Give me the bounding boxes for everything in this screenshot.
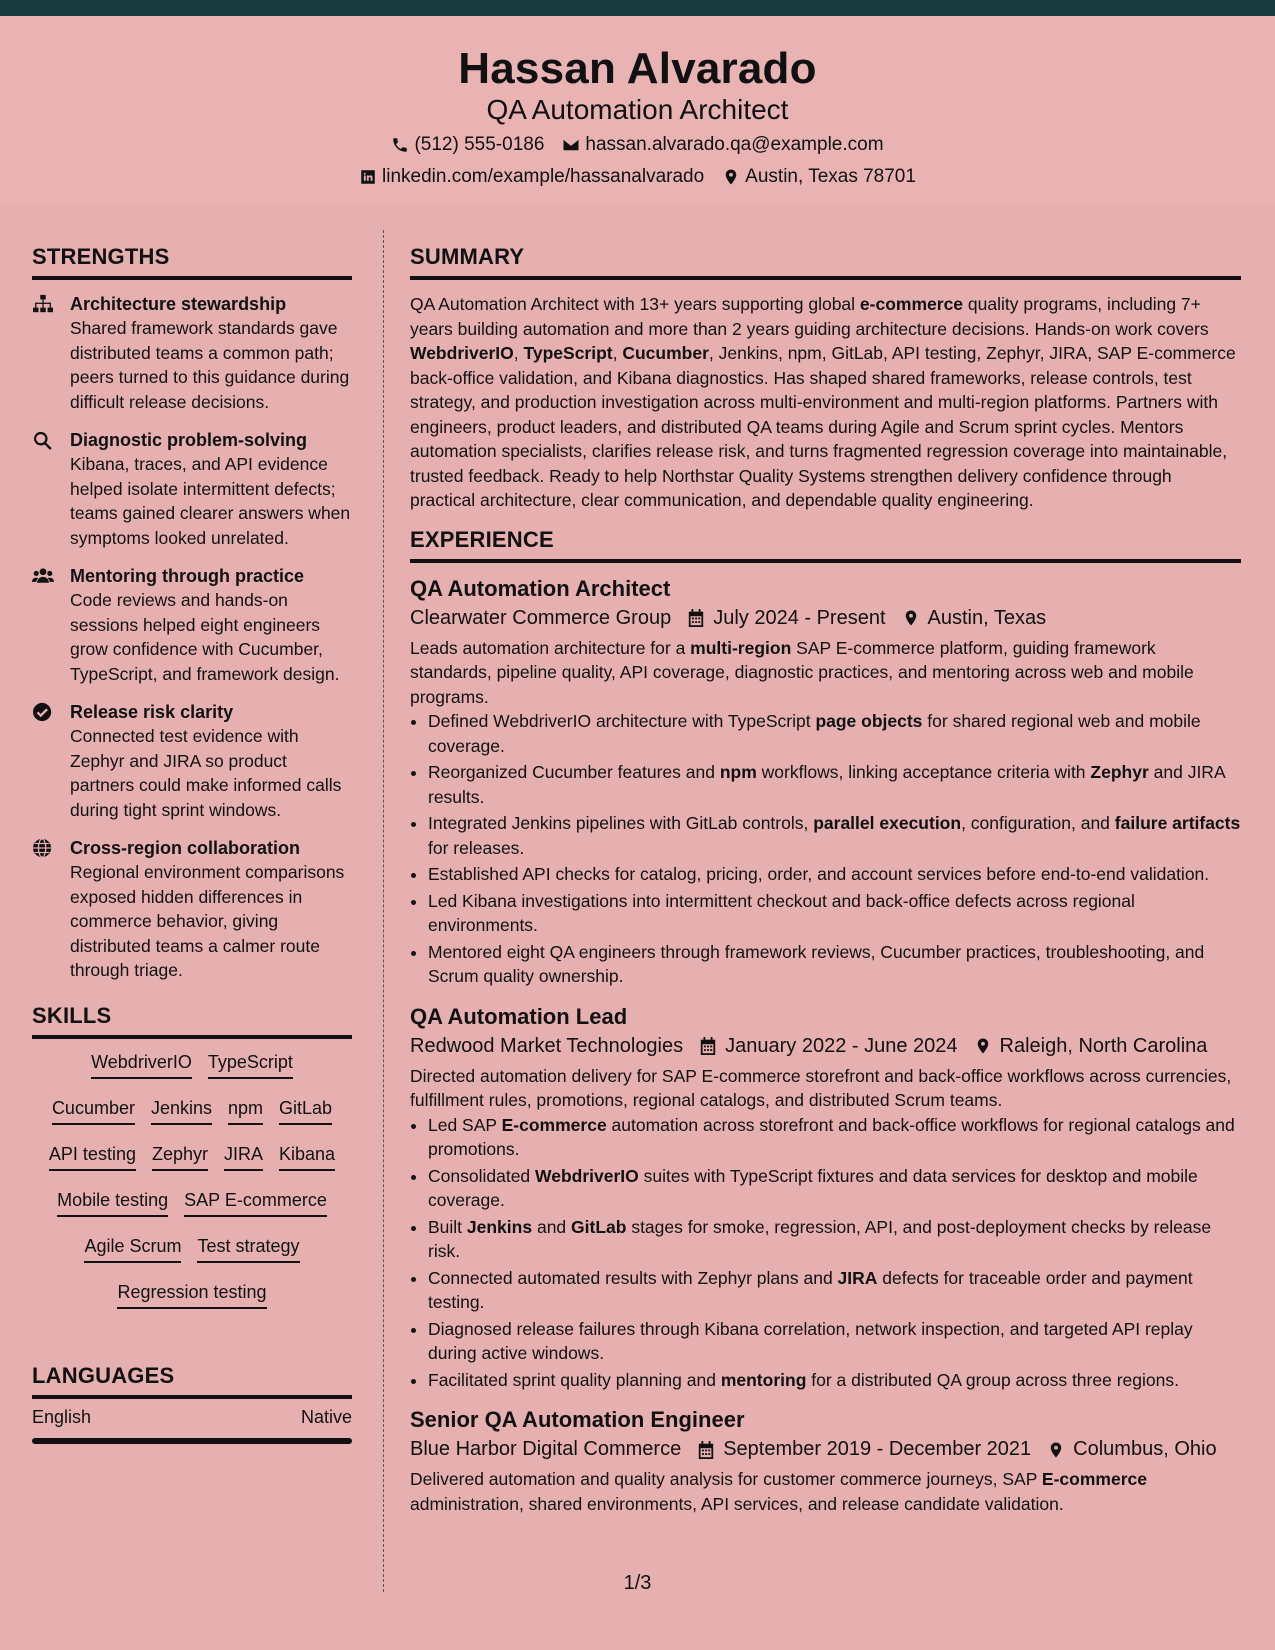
job-bullet	[428, 889, 1241, 938]
text-run: Established API checks for catalog, pricing, order, and account services before end-to-end validation.	[428, 864, 1210, 884]
experience-list	[410, 575, 1241, 1517]
text-run: Led SAP	[428, 1114, 502, 1135]
skill-tag: Zephyr	[152, 1143, 208, 1171]
text-run: for shared regional web and mobile coverage.	[428, 711, 1201, 756]
job-bullet	[428, 1164, 1241, 1213]
bold-text: GitLab	[571, 1216, 627, 1237]
strength-title: Mentoring through practice	[70, 566, 304, 586]
bold-text: E-commerce	[1041, 1469, 1147, 1489]
skill-tag: Mobile testing	[57, 1189, 168, 1217]
job-entry	[410, 1003, 1241, 1393]
skill-tag: SAP E-commerce	[184, 1189, 327, 1217]
bold-text: multi-region	[690, 637, 792, 658]
text-run: Consolidated	[428, 1165, 536, 1186]
text-run: Facilitated sprint quality planning and	[428, 1369, 721, 1390]
job-location	[1047, 1438, 1216, 1461]
job-dates	[687, 607, 885, 630]
strength-desc: Kibana, traces, and API evidence helped isolate intermittent defects; teams gained clearer answers when symptoms looked unrelated.	[70, 454, 351, 548]
skills-row	[32, 1097, 352, 1143]
bold-text: Cucumber	[622, 343, 709, 363]
job-dates-text: September 2019 - December 2021	[723, 1438, 1032, 1460]
text-run: , Jenkins, npm, GitLab, API testing, Zephyr, JIRA, SAP E-commerce back-office validation, and Kibana diagnostics. Has shaped shared frameworks, release controls, test strategy, and production investigation across multi-environment and multi-region platforms. Partners with engineers, product leaders, and distributed QA teams during Agile and Scrum sprint cycles. Mentors automation specialists, clarifies release risk, and turns fragmented regression coverage into maintainable, trusted feedback. Ready to help Northstar Quality Systems strengthen delivery confidence through practical architecture, clear communication, and dependable quality engineering.	[410, 343, 1236, 510]
job-dates-text: July 2024 - Present	[713, 606, 886, 629]
text-run: Integrated Jenkins pipelines with GitLab controls,	[428, 813, 814, 833]
phone-text: (512) 555-0186	[414, 134, 545, 155]
text-run: for releases.	[428, 837, 525, 858]
location-text: Austin, Texas 78701	[745, 166, 916, 187]
job-description	[410, 1467, 1241, 1516]
page-number: 1/3	[623, 1572, 652, 1594]
text-run: Led Kibana investigations into intermittent checkout and back-office defects across regional environments.	[428, 890, 1135, 935]
skill-tag: TypeScript	[208, 1051, 293, 1079]
strength-item	[32, 292, 352, 414]
strength-item	[32, 836, 352, 983]
search-icon	[32, 430, 54, 450]
text-run: Reorganized Cucumber features and	[428, 762, 720, 782]
skills-list	[32, 1051, 352, 1327]
languages-heading: LANGUAGES	[32, 1363, 352, 1399]
text-run: suites with TypeScript fixtures and data services for desktop and mobile coverage.	[428, 1165, 1198, 1210]
contact-row-2	[0, 166, 1275, 188]
bold-text: Zephyr	[1090, 762, 1149, 782]
bold-text: npm	[719, 762, 757, 782]
bold-text: WebdriverIO	[535, 1165, 639, 1186]
right-column	[410, 244, 1241, 1516]
candidate-title: QA Automation Architect	[486, 94, 789, 125]
strengths-list	[32, 292, 352, 983]
text-run: workflows, linking acceptance criteria with	[756, 762, 1091, 782]
linkedin-item[interactable]	[359, 166, 704, 188]
strengths-heading: STRENGTHS	[32, 244, 352, 280]
job-title: QA Automation Lead	[410, 1003, 628, 1029]
language-level-bar	[32, 1438, 352, 1444]
left-column	[32, 244, 352, 1444]
contact-row-1	[0, 134, 1275, 156]
skill-tag: WebdriverIO	[91, 1051, 192, 1079]
job-entry	[410, 1406, 1241, 1516]
text-run: defects for traceable order and payment testing.	[428, 1267, 1193, 1312]
linkedin-icon	[359, 168, 377, 186]
summary-heading: SUMMARY	[410, 244, 1241, 280]
text-run: automation across storefront and back-office workflows for regional catalogs and promotions.	[428, 1114, 1235, 1159]
text-run: SAP E-commerce platform, guiding framework standards, pipeline quality, API coverage, diagnostic practices, and mentoring across web and mobile programs.	[410, 637, 1194, 707]
job-meta	[410, 1438, 1241, 1461]
skills-row	[32, 1143, 352, 1189]
text-run: Defined WebdriverIO architecture with TypeScript	[428, 711, 816, 731]
strength-title: Cross-region collaboration	[70, 838, 301, 858]
bold-text: e-commerce	[859, 294, 964, 314]
job-bullet	[428, 1317, 1241, 1366]
skills-row	[32, 1051, 352, 1097]
language-item	[32, 1407, 352, 1438]
bold-text: parallel execution	[813, 813, 962, 833]
job-company: Redwood Market Technologies	[410, 1034, 684, 1057]
strength-title: Architecture stewardship	[70, 294, 287, 314]
email-item[interactable]	[562, 134, 883, 156]
language-level: Native	[300, 1406, 352, 1427]
text-run: Leads automation architecture for a	[410, 637, 691, 658]
strength-desc: Shared framework standards gave distributed teams a common path; peers turned to this guidance during difficult release decisions.	[70, 318, 350, 412]
calendar-icon	[687, 608, 705, 628]
bold-text: page objects	[815, 711, 923, 731]
text-run: ,	[612, 343, 623, 363]
linkedin-text[interactable]: linkedin.com/example/hassanalvarado	[382, 166, 705, 187]
phone-icon	[391, 136, 409, 154]
job-entry	[410, 575, 1241, 989]
job-title: QA Automation Architect	[410, 575, 671, 601]
skill-tag: JIRA	[224, 1143, 263, 1171]
calendar-icon	[697, 1440, 715, 1460]
map-pin-icon	[902, 608, 920, 628]
job-bullet	[428, 1368, 1241, 1393]
language-name: English	[32, 1406, 92, 1427]
text-run: and JIRA results.	[428, 762, 1225, 807]
job-bullets	[410, 709, 1241, 989]
skill-tag: Agile Scrum	[84, 1235, 181, 1263]
summary-text	[410, 292, 1241, 513]
column-divider	[383, 230, 384, 1592]
text-run: Built	[428, 1216, 467, 1237]
skill-tag: npm	[228, 1097, 263, 1125]
text-run: , configuration, and	[961, 813, 1115, 833]
text-run: Mentored eight QA engineers through framework reviews, Cucumber practices, troubleshooting, and Scrum quality ownership.	[428, 941, 1205, 986]
map-pin-icon	[974, 1036, 992, 1056]
sitemap-icon	[32, 294, 54, 314]
job-meta	[410, 1035, 1241, 1058]
job-location	[974, 1035, 1208, 1058]
job-bullet	[428, 811, 1241, 860]
text-run: Connected automated results with Zephyr plans and	[428, 1267, 838, 1288]
bold-text: mentoring	[720, 1369, 807, 1390]
skill-tag: Kibana	[279, 1143, 335, 1171]
job-location	[902, 607, 1047, 630]
text-run: Directed automation delivery for SAP E-commerce storefront and back-office workflows across currencies, fulfillment rules, promotions, regional catalogs, and distributed Scrum teams.	[410, 1065, 1232, 1110]
bold-text: Jenkins	[466, 1216, 533, 1237]
candidate-name: Hassan Alvarado	[458, 44, 817, 93]
text-run: ,	[513, 343, 524, 363]
skill-tag: GitLab	[279, 1097, 332, 1125]
job-bullet	[428, 760, 1241, 809]
bold-text: JIRA	[837, 1267, 878, 1288]
phone-item	[391, 134, 544, 156]
check-circle-icon	[32, 702, 54, 722]
skill-tag: Cucumber	[52, 1097, 135, 1125]
skill-tag: Regression testing	[117, 1281, 266, 1309]
job-description	[410, 636, 1241, 710]
strength-desc: Regional environment comparisons exposed hidden differences in commerce behavior, giving distributed teams a calmer route through triage.	[70, 862, 345, 980]
strength-item	[32, 700, 352, 822]
job-company: Blue Harbor Digital Commerce	[410, 1438, 682, 1460]
strength-title: Diagnostic problem-solving	[70, 430, 308, 450]
location-item	[722, 166, 916, 188]
text-run: stages for smoke, regression, API, and post-deployment checks by release risk.	[428, 1216, 1212, 1261]
skills-row	[32, 1281, 352, 1327]
strength-item	[32, 564, 352, 686]
job-location-text: Austin, Texas	[927, 606, 1047, 629]
bold-text: failure artifacts	[1114, 813, 1241, 833]
job-company: Clearwater Commerce Group	[410, 606, 672, 629]
bold-text: E-commerce	[501, 1114, 607, 1135]
job-bullet	[428, 709, 1241, 758]
job-bullet	[428, 940, 1241, 989]
resume-header	[0, 16, 1275, 204]
job-dates	[699, 1035, 957, 1058]
skill-tag: API testing	[49, 1143, 136, 1171]
job-bullet	[428, 1215, 1241, 1264]
map-pin-icon	[722, 168, 740, 186]
skill-tag: Jenkins	[151, 1097, 212, 1125]
top-accent-bar	[0, 0, 1275, 16]
job-bullets	[410, 1113, 1241, 1393]
job-bullet	[428, 862, 1241, 887]
job-description	[410, 1064, 1241, 1113]
job-bullet	[428, 1266, 1241, 1315]
globe-icon	[32, 838, 54, 858]
text-run: and	[532, 1216, 572, 1237]
job-location-text: Columbus, Ohio	[1073, 1438, 1217, 1460]
text-run: for a distributed QA group across three regions.	[806, 1369, 1179, 1390]
map-pin-icon	[1047, 1440, 1065, 1460]
bold-text: WebdriverIO	[410, 343, 514, 363]
job-meta	[410, 607, 1241, 630]
job-dates	[697, 1438, 1031, 1461]
strength-desc: Connected test evidence with Zephyr and JIRA so product partners could make informed calls during tight sprint windows.	[70, 726, 342, 820]
skills-row	[32, 1235, 352, 1281]
experience-heading: EXPERIENCE	[410, 527, 1241, 563]
job-title: Senior QA Automation Engineer	[410, 1407, 745, 1432]
skills-row	[32, 1189, 352, 1235]
job-dates-text: January 2022 - June 2024	[725, 1034, 958, 1057]
job-location-text: Raleigh, North Carolina	[999, 1034, 1208, 1057]
calendar-icon	[699, 1036, 717, 1056]
text-run: administration, shared environments, API services, and release candidate validation.	[410, 1493, 1064, 1514]
email-icon	[562, 136, 580, 154]
strength-item	[32, 428, 352, 550]
strength-desc: Code reviews and hands-on sessions helped eight engineers grow confidence with Cucumber, TypeScript, and framework design.	[70, 590, 340, 684]
skill-tag: Test strategy	[197, 1235, 299, 1263]
skills-heading: SKILLS	[32, 1003, 352, 1039]
email-text[interactable]: hassan.alvarado.qa@example.com	[585, 134, 884, 155]
text-run: Delivered automation and quality analysis for customer commerce journeys, SAP	[410, 1469, 1042, 1489]
text-run: quality programs, including 7+ years building automation and more than 2 years guiding architecture decisions. Hands-on work covers	[410, 294, 1209, 339]
bold-text: TypeScript	[523, 343, 613, 363]
text-run: QA Automation Architect with 13+ years supporting global	[410, 294, 860, 314]
strength-title: Release risk clarity	[70, 702, 234, 722]
users-icon	[32, 566, 54, 586]
text-run: Diagnosed release failures through Kibana correlation, network inspection, and targeted API replay during active windows.	[428, 1318, 1193, 1363]
job-bullet	[428, 1113, 1241, 1162]
